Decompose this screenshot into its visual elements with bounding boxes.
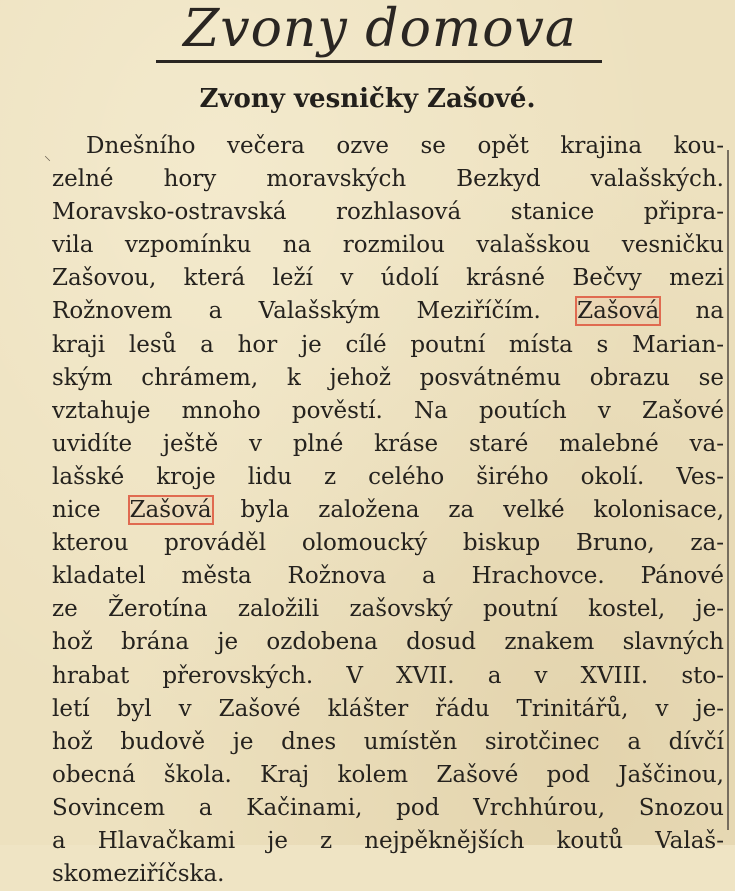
highlighted-term: Zašová [129, 497, 212, 524]
section-title: Zvony domova [183, 0, 577, 59]
line-text: Rožnovem a Valašským Meziříčím. [52, 298, 541, 325]
article-line: vila vzpomínku na rozmilou valašskou vesničku [52, 232, 724, 259]
article-line: Moravsko-ostravská rozhlasová stanice připra- [52, 199, 724, 226]
article-line: lašské kroje lidu z celého širého okolí. Ves- [52, 463, 724, 490]
article-line: obecná škola. Kraj kolem Zašové pod Jaščinou, [52, 761, 724, 788]
article-line: Dnešního večera ozve se opět krajina kou- [86, 133, 724, 159]
article-line: Zašovou, která leží v údolí krásné Bečvy mezi [52, 265, 724, 292]
article-line-with-highlight [52, 295, 724, 328]
article-line: uvidíte ještě v plné kráse staré malebné va- [52, 430, 724, 457]
article-line: kterou prováděl olomoucký biskup Bruno, za- [52, 530, 724, 557]
highlighted-term: Zašová [577, 298, 660, 325]
line-text: na [695, 298, 724, 325]
article-line: Sovincem a Kačinami, pod Vrchhúrou, Snozou [52, 794, 724, 821]
article-line: zelné hory moravských Bezkyd valašských. [52, 166, 724, 193]
article-line: kraji lesů a hor je cílé poutní místa s Marian- [52, 331, 724, 358]
article-line: ským chrámem, k jehož posvátnému obrazu se [52, 364, 724, 391]
article-line: ze Žerotína založili zašovský poutní kostel, je- [52, 596, 724, 623]
article-body [52, 130, 724, 891]
line-text: nice [52, 497, 101, 524]
title-underline [156, 60, 602, 63]
article-line: skomeziříčska. [52, 861, 225, 888]
article-line: a Hlavačkami je z nejpěknějších koutů Valaš- [52, 827, 724, 854]
column-divider [727, 150, 729, 830]
article-line: letí byl v Zašové klášter řádu Trinitářů, v je- [52, 695, 724, 722]
article-line-with-highlight [52, 494, 724, 527]
article-headline: Zvony vesničky Zašové. [199, 84, 536, 114]
article-line: kladatel města Rožnova a Hrachovce. Pánové [52, 563, 724, 590]
article-line: vztahuje mnoho pověstí. Na poutích v Zašové [52, 397, 724, 424]
article-line: hož brána je ozdobena dosud znakem slavných [52, 629, 724, 656]
article-line: hrabat přerovských. V XVII. a v XVIII. sto- [52, 662, 724, 689]
article-line: hož budově je dnes umístěn sirotčinec a dívčí [52, 728, 724, 755]
line-text: byla založena za velké kolonisace, [240, 497, 724, 524]
print-speck-mark: ⸜ [44, 148, 51, 164]
